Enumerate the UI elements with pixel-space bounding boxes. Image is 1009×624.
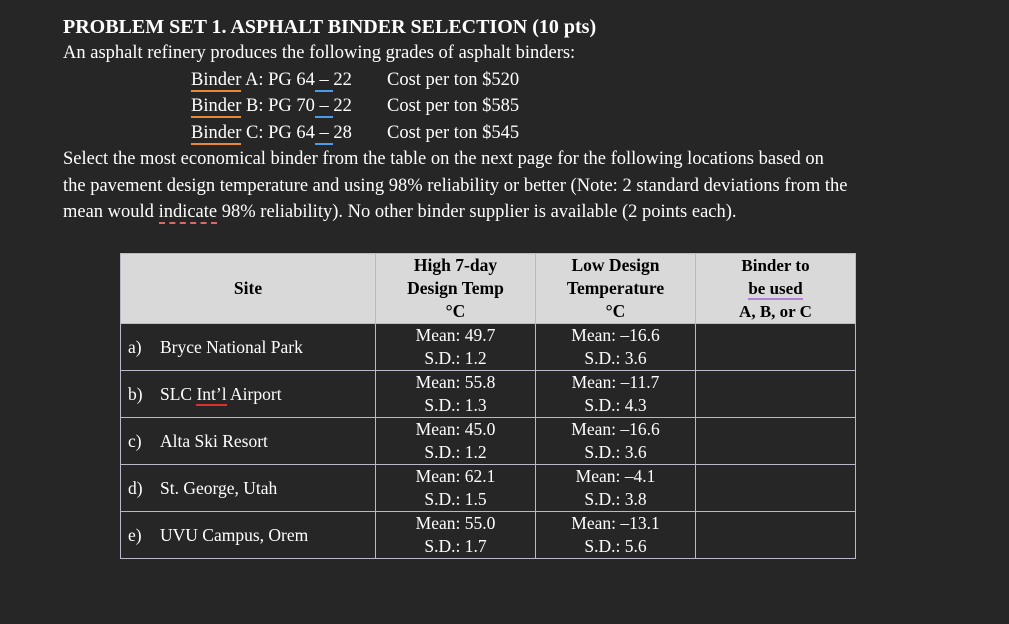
site-cell: c) Alta Ski Resort xyxy=(121,418,376,465)
binder-item-b xyxy=(191,93,943,120)
binder-item-a xyxy=(191,67,943,94)
header-high-temp: High 7-day Design Temp °C xyxy=(376,254,536,324)
binder-answer-input[interactable] xyxy=(696,418,856,465)
binder-word: Binder xyxy=(191,69,242,90)
binder-answer-input[interactable] xyxy=(696,324,856,371)
high-temp-cell: Mean: 55.8 S.D.: 1.3 xyxy=(376,371,536,418)
table-row xyxy=(121,324,856,371)
table-row xyxy=(121,465,856,512)
instructions-line-1: Select the most economical binder from the table on the next page for the following locations based on xyxy=(63,149,824,169)
sites-table xyxy=(120,253,856,559)
low-temp-cell: Mean: –13.1 S.D.: 5.6 xyxy=(536,512,696,559)
binder-grade: Binder B: PG 70 – 22 xyxy=(191,96,352,116)
binder-list xyxy=(191,67,943,147)
binder-answer-input[interactable] xyxy=(696,371,856,418)
binder-grade: Binder A: PG 64 – 22 xyxy=(191,69,352,90)
high-temp-cell: Mean: 49.7 S.D.: 1.2 xyxy=(376,324,536,371)
low-temp-cell: Mean: –16.6 S.D.: 3.6 xyxy=(536,418,696,465)
high-temp-cell: Mean: 45.0 S.D.: 1.2 xyxy=(376,418,536,465)
spellcheck-word: indicate xyxy=(158,202,218,222)
table-row xyxy=(121,512,856,559)
low-temp-cell: Mean: –4.1 S.D.: 3.8 xyxy=(536,465,696,512)
binder-answer-input[interactable] xyxy=(696,465,856,512)
problem-set xyxy=(63,14,943,226)
binder-item-c xyxy=(191,120,943,147)
intro-text: An asphalt refinery produces the following grades of asphalt binders: xyxy=(63,43,576,63)
high-temp-cell: Mean: 62.1 S.D.: 1.5 xyxy=(376,465,536,512)
header-site: Site xyxy=(121,254,376,324)
site-cell: b) SLC Int’l Airport xyxy=(121,371,376,418)
binder-cost: Cost per ton $520 xyxy=(387,69,520,90)
table-row xyxy=(121,418,856,465)
site-cell: d) St. George, Utah xyxy=(121,465,376,512)
binder-grade: Binder C: PG 64 – 28 xyxy=(191,122,352,143)
instructions-line-3: mean would indicate 98% reliability). No other binder supplier is available (2 points each). xyxy=(63,202,737,222)
binder-cost: Cost per ton $585 xyxy=(387,96,520,116)
instructions-line-2: the pavement design temperature and using 98% reliability or better (Note: 2 standard deviations from the xyxy=(63,175,848,196)
site-cell: e) UVU Campus, Orem xyxy=(121,512,376,559)
binder-cost: Cost per ton $545 xyxy=(387,122,520,143)
site-cell: a) Bryce National Park xyxy=(121,324,376,371)
header-low-temp: Low Design Temperature °C xyxy=(536,254,696,324)
table-row xyxy=(121,371,856,418)
header-binder: Binder to be used A, B, or C xyxy=(696,254,856,324)
binder-answer-input[interactable] xyxy=(696,512,856,559)
high-temp-cell: Mean: 55.0 S.D.: 1.7 xyxy=(376,512,536,559)
table-header-row xyxy=(121,254,856,324)
problem-title: PROBLEM SET 1. ASPHALT BINDER SELECTION (10 pts) xyxy=(63,16,597,38)
low-temp-cell: Mean: –11.7 S.D.: 4.3 xyxy=(536,371,696,418)
low-temp-cell: Mean: –16.6 S.D.: 3.6 xyxy=(536,324,696,371)
binder-word: Binder xyxy=(191,96,242,116)
binder-word: Binder xyxy=(191,122,242,143)
